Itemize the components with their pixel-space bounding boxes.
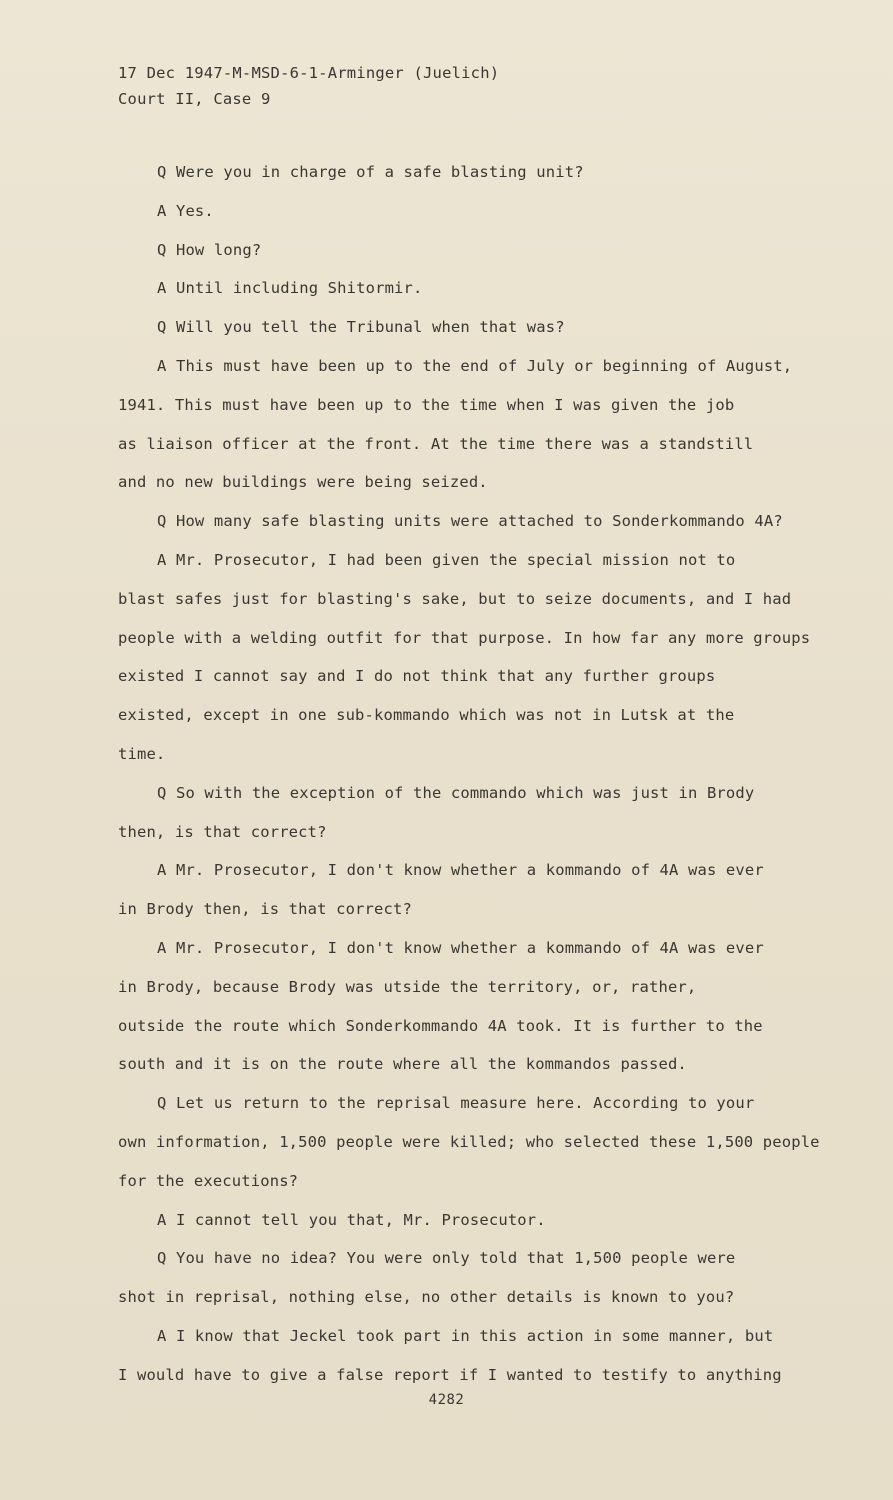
transcript-line: for the executions? bbox=[118, 1171, 299, 1190]
transcript-line: Q So with the exception of the commando which was just in Brody bbox=[157, 783, 755, 802]
transcript-line: existed, except in one sub-kommando which was not in Lutsk at the bbox=[118, 706, 735, 725]
transcript-line: time. bbox=[118, 744, 166, 763]
transcript-line: A I know that Jeckel took part in this action in some manner, but bbox=[157, 1326, 774, 1345]
transcript-line: I would have to give a false report if I wanted to testify to anything bbox=[118, 1365, 782, 1384]
transcript-line: Q Were you in charge of a safe blasting unit? bbox=[157, 163, 584, 181]
transcript-line: in Brody then, is that correct? bbox=[118, 900, 412, 919]
header-court-line: Court II, Case 9 bbox=[118, 90, 271, 108]
page-number: 4282 bbox=[428, 1392, 465, 1408]
transcript-line: own information, 1,500 people were killed; who selected these 1,500 people bbox=[118, 1132, 820, 1151]
transcript-line: A I cannot tell you that, Mr. Prosecutor. bbox=[157, 1210, 546, 1229]
transcript-line: Q Will you tell the Tribunal when that was? bbox=[157, 318, 565, 337]
transcript-line: then, is that correct? bbox=[118, 822, 327, 841]
header-reference-line: 17 Dec 1947-M-MSD-6-1-Arminger (Juelich) bbox=[118, 64, 500, 82]
transcript-line: 1941. This must have been up to the time when I was given the job bbox=[118, 395, 735, 414]
document-header bbox=[118, 60, 499, 112]
transcript-line: as liaison officer at the front. At the time there was a standstill bbox=[118, 434, 754, 453]
transcript-line: people with a welding outfit for that purpose. In how far any more groups bbox=[118, 628, 811, 647]
transcript-line: outside the route which Sonderkommando 4A took. It is further to the bbox=[118, 1016, 763, 1035]
transcript-line: Q You have no idea? You were only told that 1,500 people were bbox=[157, 1249, 736, 1268]
transcript-line: existed I cannot say and I do not think that any further groups bbox=[118, 667, 716, 686]
transcript-body bbox=[118, 153, 838, 1395]
transcript-line: blast safes just for blasting's sake, but to seize documents, and I had bbox=[118, 589, 792, 608]
transcript-line: A Mr. Prosecutor, I don't know whether a kommando of 4A was ever bbox=[157, 938, 764, 957]
transcript-line: Q Let us return to the reprisal measure here. According to your bbox=[157, 1094, 755, 1113]
transcript-line: A This must have been up to the end of July or beginning of August, bbox=[157, 356, 793, 375]
transcript-line: shot in reprisal, nothing else, no other details is known to you? bbox=[118, 1288, 735, 1307]
transcript-line: south and it is on the route where all the kommandos passed. bbox=[118, 1055, 687, 1074]
transcript-line: A Until including Shitormir. bbox=[157, 279, 423, 298]
transcript-line: A Yes. bbox=[157, 201, 214, 220]
transcript-line: Q How long? bbox=[157, 240, 262, 259]
transcript-line: Q How many safe blasting units were attached to Sonderkommando 4A? bbox=[157, 512, 783, 531]
transcript-line: A Mr. Prosecutor, I had been given the special mission not to bbox=[157, 550, 736, 569]
transcript-line: A Mr. Prosecutor, I don't know whether a kommando of 4A was ever bbox=[157, 861, 764, 880]
transcript-line: in Brody, because Brody was utside the territory, or, rather, bbox=[118, 977, 697, 996]
transcript-line: and no new buildings were being seized. bbox=[118, 473, 488, 492]
